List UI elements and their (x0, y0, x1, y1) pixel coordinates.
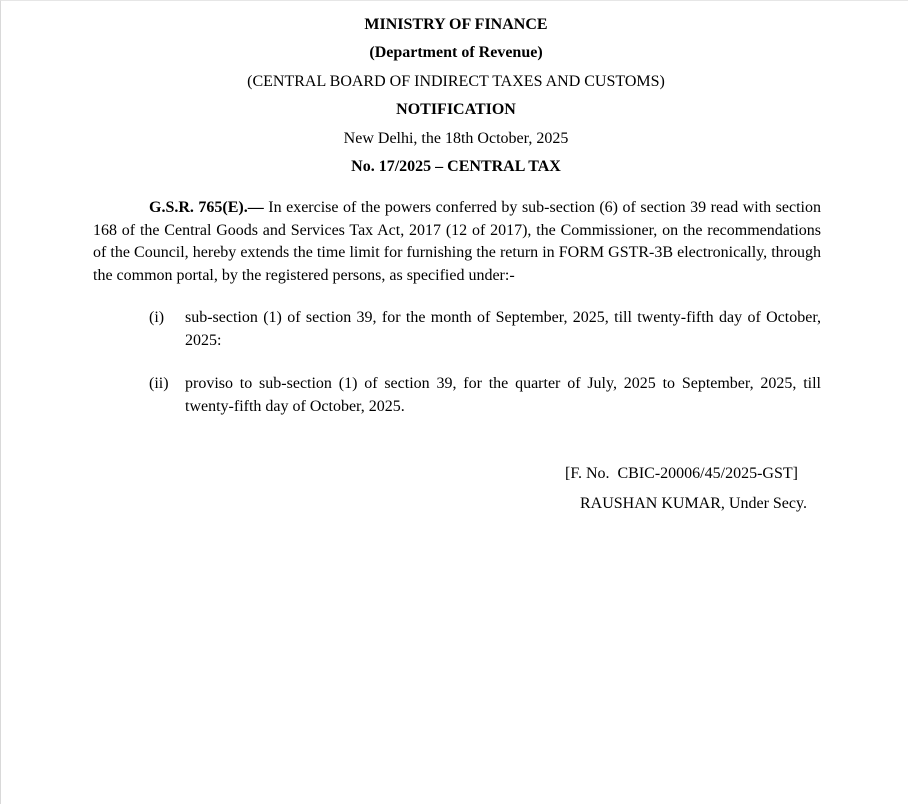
list-item-text: proviso to sub-section (1) of section 39, for the quarter of July, 2025 to September, 2025, till twenty-fifth day of October, 2025. (185, 375, 821, 415)
file-number: [F. No. CBIC-20006/45/2025-GST] (565, 465, 798, 482)
list-item-text: sub-section (1) of section 39, for the month of September, 2025, till twenty-fifth day of October, 2025: (185, 309, 821, 349)
ministry-heading: MINISTRY OF FINANCE (364, 16, 548, 33)
main-paragraph (93, 197, 821, 287)
notification-title: NOTIFICATION (396, 101, 516, 118)
board-heading: (CENTRAL BOARD OF INDIRECT TAXES AND CUSTOMS) (247, 73, 665, 90)
list-item-i (149, 307, 821, 352)
list-marker: (ii) (149, 375, 169, 392)
list-item-ii (149, 373, 821, 418)
signatory: RAUSHAN KUMAR, Under Secy. (580, 495, 807, 512)
paragraph-text: In exercise of the powers conferred by sub-section (6) of section 39 read with section 168 of the Central Goods and Services Tax Act, 2017 (12 of 2017), the Commissioner, on the recommendations of the Council, hereby extends the time limit for furnishing the return in FORM GSTR-3B electronically, through the common portal, by the registered persons, as specified under:- (93, 199, 821, 284)
list-marker: (i) (149, 309, 165, 326)
gsr-reference: G.S.R. 765(E).— (149, 199, 264, 216)
department-heading: (Department of Revenue) (369, 44, 543, 61)
place-and-date: New Delhi, the 18th October, 2025 (343, 130, 569, 147)
notification-number: No. 17/2025 – CENTRAL TAX (351, 158, 561, 175)
